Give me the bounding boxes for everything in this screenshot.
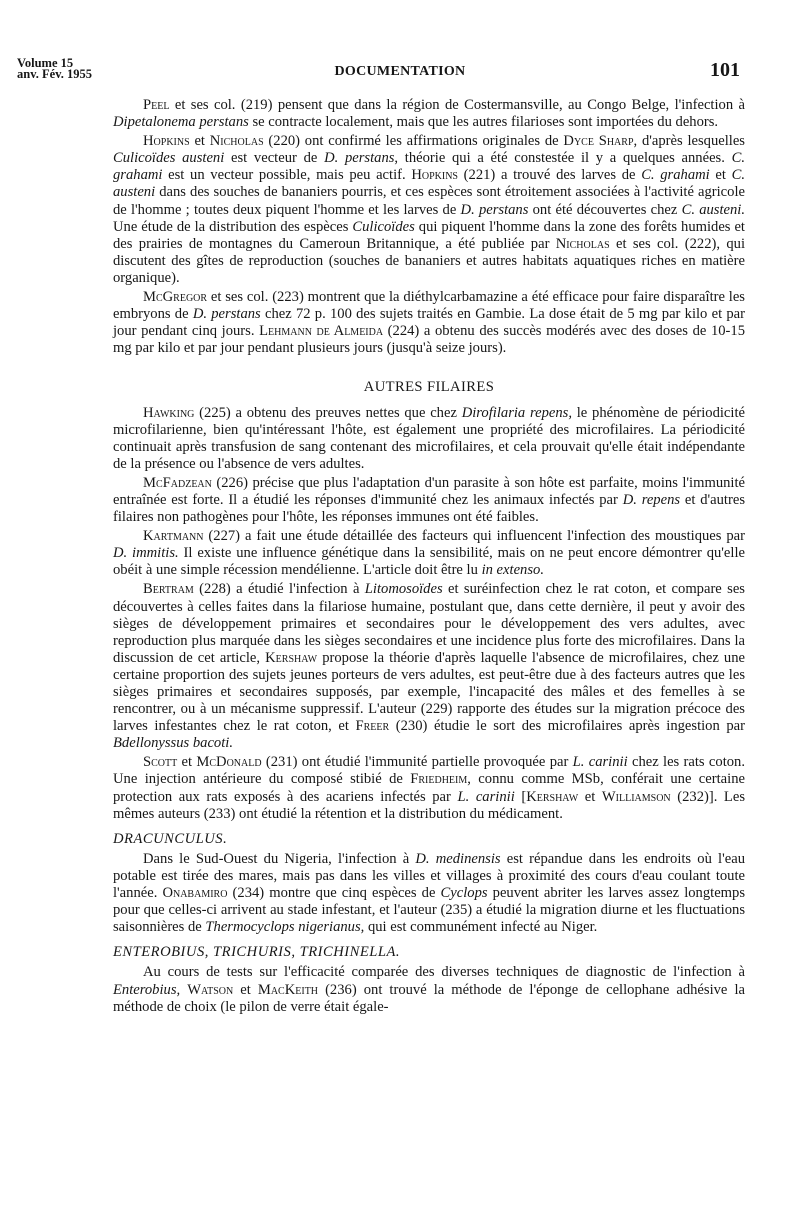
species-name: L. carinii (572, 754, 628, 771)
author-name: Hopkins (411, 167, 458, 184)
subheading-dracunculus: DRACUNCULUS. (113, 830, 228, 847)
paragraph-enterobius (113, 964, 745, 1015)
text-run: (221) a trouvé des larves de (458, 167, 642, 184)
text-run: Une étude de la distribution des espèces (113, 218, 353, 235)
text-run: et (233, 981, 258, 998)
author-name: Watson (187, 981, 234, 998)
paragraph-hopkins (113, 133, 745, 287)
species-name: C. grahami (641, 167, 710, 184)
text-run: (227) a fait une étude détaillée des facteurs qui influencent l'infection des moustiques par (203, 528, 745, 545)
text-run: Au cours de tests sur l'efficacité comparée des diverses techniques de diagnostic de l'infection à (143, 964, 745, 981)
author-name: Bertram (143, 581, 194, 598)
author-name: Kershaw (265, 649, 318, 666)
text-run: (236) ont trouvé la méthode de l'éponge de cellophane adhésive la méthode de choix (le pilon de verre était égale- (113, 981, 745, 1015)
species-name: Thermocyclops nigerianus, (205, 919, 365, 936)
author-name: Nicholas (209, 133, 264, 150)
text-run: (226) précise que plus l'adaptation d'un parasite à son hôte est parfaite, moins l'immunité entraînée est forte. Il a étudié les réponses d'immunité chez les animaux infectés par (113, 474, 745, 508)
species-name: C. grahami (113, 150, 745, 184)
species-name: C. austeni (113, 167, 745, 201)
author-name: Onabamiro (162, 885, 228, 902)
species-name: Bdellonyssus bacoti. (113, 735, 233, 752)
species-name: D. perstans (460, 201, 529, 218)
species-name: C. austeni. (681, 201, 746, 218)
text-run: et suréinfection chez le rat coton, et compare ses découvertes à celles faites dans la filariose humaine, postulant que, dans cette dernière, il peut y avoir des sièges de développement primaires et secondaires pour le développement des vers adultes, avec reproduction plus marquée dans les sièges secondaires et une incidence plus forte des microfilaires. Dans la discussion de cet article, (113, 581, 745, 666)
text-run: , connu comme MSb, conférait une certaine protection aux rats exposés à des acariens infectés par (113, 771, 745, 805)
text-run: (224) a obtenu des succès modérés avec des doses de 10-15 mg par kilo et par jour pendant plusieurs jours (jusqu'à seize jours). (113, 323, 745, 357)
text-run: propose la théorie d'après laquelle l'absence de microfilaires, chez une certaine proportion des sujets jeunes porteurs de vers adultes, est peut-être due à des facteurs autres que les sièges primaires et secondaires supposés, par exemple, l'incapacité des mâles et des femelles à se rencontrer, ou à un mécanisme suppressif. L'auteur (229) rapporte des études sur la migration précoce des larves infestantes chez le rat coton, et (113, 649, 746, 735)
species-name: D. repens (622, 491, 681, 508)
text-run: et (189, 133, 210, 150)
text-run: (231) ont étudié l'immunité partielle provoquée par (261, 754, 573, 771)
species-name: Dipetalonema perstans (113, 114, 249, 131)
text-run: le phénomène de périodicité microfilarienne, bien qu'intéressant l'hôte, est également une propriété des microfilaires. La périodicité continuait après transfusion de sang contenant des microfilaires, et cela prouvait qu'elle était indépendante de la présence ou l'absence de vers adultes. (113, 404, 745, 472)
page-number: 101 (710, 59, 740, 81)
text-run: chez 72 p. 100 des sujets traités en Gambie. La dose était de 5 mg par kilo et par jour pendant cinq jours. (113, 306, 746, 340)
issue-date: anv. Fév. 1955 (17, 67, 93, 81)
text-run: et (709, 167, 732, 184)
paragraph-mcfadzean (113, 475, 745, 526)
author-name: MacKeith (257, 981, 319, 998)
author-name: Freer (355, 718, 390, 735)
paragraph-kartmann (113, 528, 745, 579)
author-name: Peel (143, 97, 170, 113)
species-name: Enterobius, (113, 981, 181, 998)
text-run: peuvent abriter les larves assez longtemps pour que celles-ci arrivent au stade infestant, et l'auteur (235) a étudié la migration diurne et les fluctuations saisonnières de (113, 885, 745, 936)
text-run: qui piquent l'homme dans la zone des forêts humides et des prairies de montagnes du Cameroun Britannique, a été publiée par (113, 218, 745, 252)
species-name: D. perstans (192, 306, 261, 323)
species-name: Culicoïdes austeni (113, 150, 225, 167)
author-name: Nicholas (555, 235, 610, 252)
text-run: et (578, 788, 602, 805)
text-run: et ses col. (219) pensent que dans la région de Costermansville, au Congo Belge, l'infection à (169, 97, 745, 113)
journal-section-title: DOCUMENTATION (334, 64, 466, 79)
text-run: et (177, 754, 197, 771)
text-run: ont été découvertes chez (528, 201, 682, 218)
text-run: et d'autres filaires non pathogènes pour l'hôte, les réponses immunes ont été faibles. (113, 491, 745, 526)
author-name: Scott (143, 754, 178, 771)
text-run: (225) a obtenu des preuves nettes que chez (194, 404, 462, 421)
author-name: Hopkins (143, 133, 190, 150)
subheading-enterobius: ENTEROBIUS, TRICHURIS, TRICHINELLA. (113, 944, 401, 961)
text-run: dans des souches de bananiers pourris, et ces espèces sont étroitement associées à l'activité agricole de l'homme ; toutes deux piquent l'homme et les larves de (113, 184, 745, 218)
text-run: (228) a étudié l'infection à (193, 581, 365, 598)
species-name: D. medinensis (415, 850, 501, 867)
section-heading-autres-filaires: AUTRES FILAIRES (363, 379, 495, 396)
text-run: est répandue dans les endroits où l'eau potable est tirée des mares, mais pas dans les villes et villages à proximité des cours d'eau coulant toute l'année. (113, 850, 745, 902)
author-name: Kershaw (526, 788, 579, 805)
species-name: Culicoïdes (352, 218, 415, 235)
species-name: L. carinii (457, 788, 515, 805)
author-name: Lehmann de Almeida (259, 323, 384, 340)
paragraph-peel (113, 97, 745, 131)
text-run: qui est communément infecté au Niger. (364, 919, 598, 936)
latin-phrase: in extenso. (481, 562, 544, 579)
text-run: se contracte localement, mais que les autres filarioses sont importées du dehors. (248, 114, 719, 131)
text-run: , théorie qui a été constestée il y a quelques années. (394, 150, 732, 167)
text-run: Dans le Sud-Ouest du Nigeria, l'infection à (143, 850, 416, 867)
text-run: chez les rats coton. Une injection antérieure du composé stibié de (113, 754, 745, 788)
body-text (113, 97, 745, 1018)
author-name: McFadzean (143, 474, 212, 491)
author-name: Kartmann (143, 528, 204, 545)
species-name: Litomosoïdes (364, 581, 443, 598)
paragraph-mcgregor (113, 289, 745, 357)
text-run: (232)]. Les mêmes auteurs (233) ont étudié la rétention et la distribution du médicament. (113, 788, 746, 822)
text-run: est vecteur de (224, 150, 325, 167)
paragraph-scott (113, 754, 745, 822)
text-run: est un vecteur possible, mais peu actif. (162, 167, 412, 184)
author-name: Friedheim (410, 771, 468, 788)
author-name: Dyce Sharp (563, 133, 634, 150)
author-name: Hawking (143, 404, 195, 421)
species-name: D. immitis. (113, 545, 179, 562)
paragraph-hawking (113, 405, 745, 473)
text-run: (230) étudie le sort des microfilaires après ingestion par (389, 718, 745, 735)
volume-number: Volume 15 (17, 56, 74, 70)
text-run: et ses col. (223) montrent que la diéthylcarbamazine a été efficace pour faire disparaître les embryons de (113, 289, 745, 323)
text-run: , d'après lesquelles (633, 133, 745, 150)
species-name: Dirofilaria repens, (461, 404, 572, 421)
text-run: Il existe une influence génétique dans la sensibilité, mais on ne peut encore démontrer qu'elle obéit à une simple récession mendélienne. L'article doit être lu (113, 545, 745, 579)
species-name: Cyclops (440, 885, 488, 902)
text-run: et ses col. (222), qui discutent des gîtes de reproduction (souches de bananiers et autres habitats aquatiques riches en matière organique). (113, 235, 745, 286)
paragraph-bertram (113, 581, 745, 752)
text-run: (220) ont confirmé les affirmations originales de (263, 133, 564, 150)
text-run: [ (514, 788, 527, 805)
author-name: McDonald (196, 754, 262, 771)
text-run: (234) montre que cinq espèces de (227, 885, 441, 902)
author-name: Williamson (601, 788, 671, 805)
paragraph-dracunculus (113, 851, 745, 936)
running-header (0, 58, 800, 88)
species-name: D. perstans (324, 150, 395, 167)
author-name: McGregor (143, 289, 208, 306)
